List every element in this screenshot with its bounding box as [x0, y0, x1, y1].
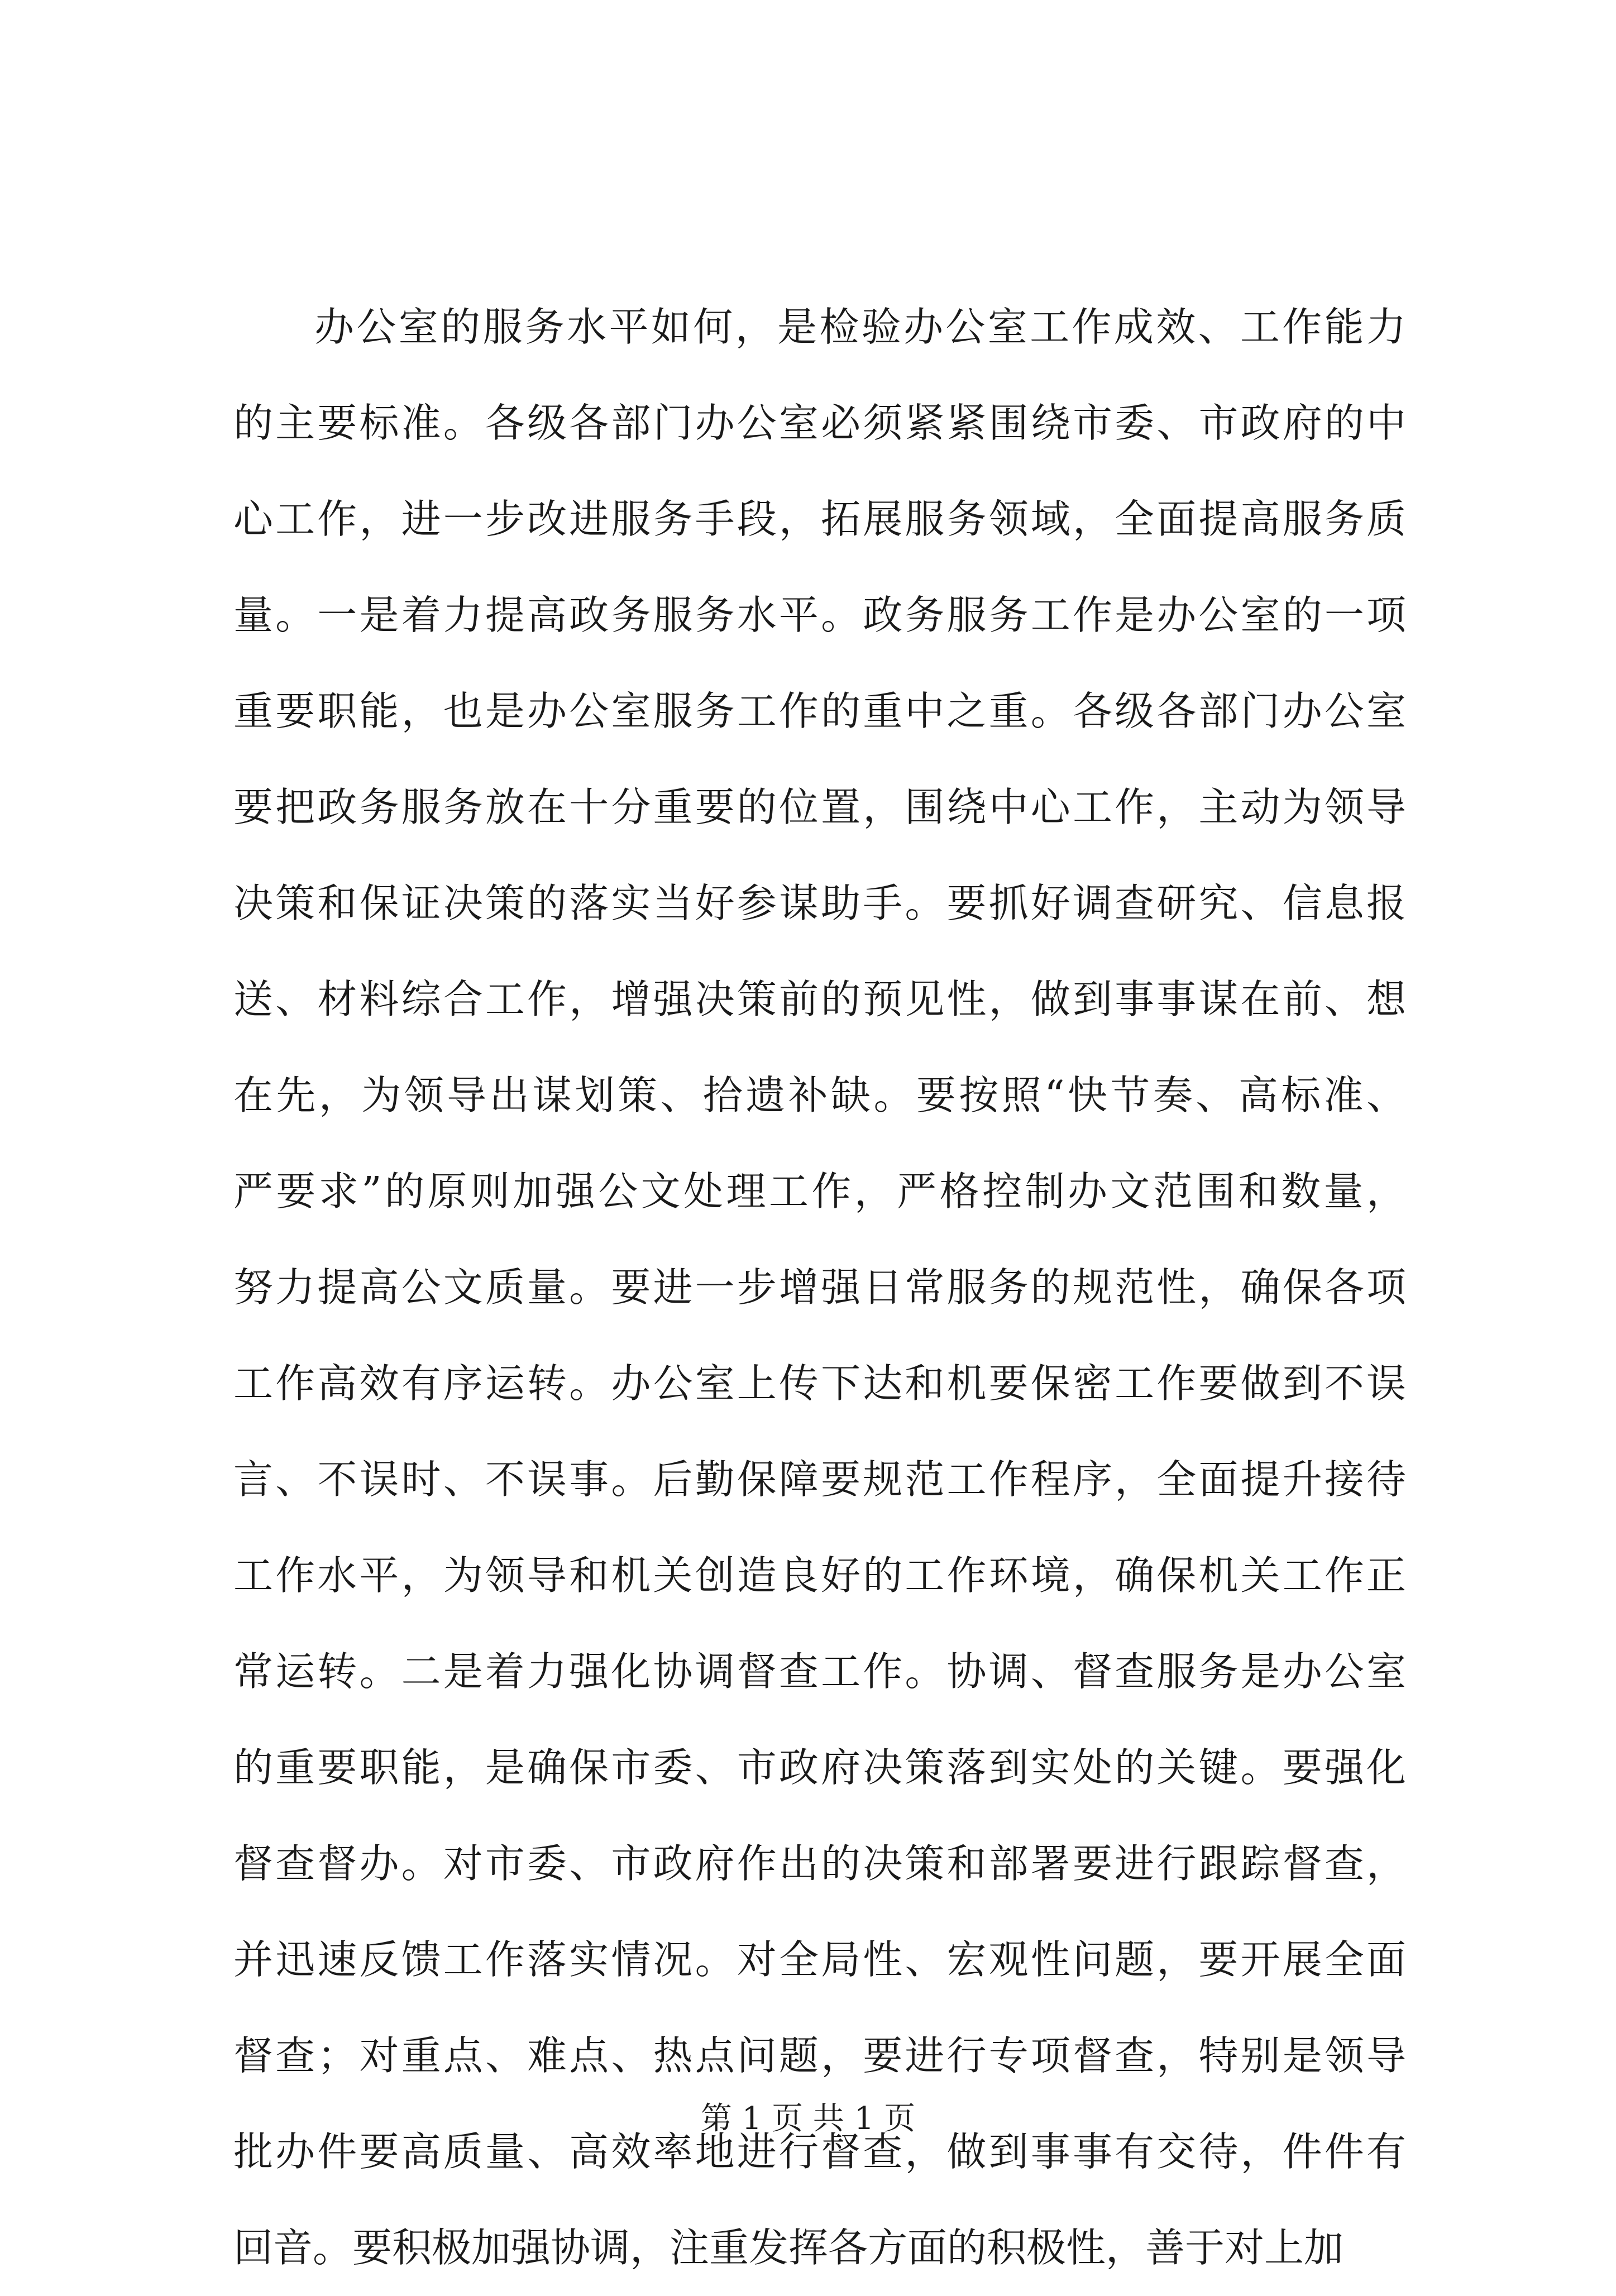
text-line: 在先，为领导出谋划策、拾遗补缺。要按照“快节奏、高标准、 [233, 1072, 1406, 1118]
text-line: 并迅速反馈工作落实情况。对全局性、宏观性问题，要开展全面 [233, 1936, 1406, 1983]
text-line: 的主要标准。各级各部门办公室必须紧紧围绕市委、市政府的中 [233, 400, 1406, 446]
text-line: 决策和保证决策的落实当好参谋助手。要抓好调查研究、信息报 [233, 880, 1406, 926]
text-line: 要把政务服务放在十分重要的位置，围绕中心工作，主动为领导 [233, 784, 1406, 830]
text-line: 量。一是着力提高政务服务水平。政务服务工作是办公室的一项 [233, 592, 1406, 638]
text-line: 工作高效有序运转。办公室上传下达和机要保密工作要做到不误 [233, 1360, 1406, 1407]
text-line: 心工作，进一步改进服务手段，拓展服务领域，全面提高服务质 [233, 496, 1406, 542]
text-line: 工作水平，为领导和机关创造良好的工作环境，确保机关工作正 [233, 1552, 1406, 1599]
text-line: 送、材料综合工作，增强决策前的预见性，做到事事谋在前、想 [233, 976, 1406, 1022]
text-line: 督查督办。对市委、市政府作出的决策和部署要进行跟踪督查， [233, 1840, 1406, 1887]
page-number-label: 第 1 页 共 1 页 [700, 2101, 916, 2137]
text-line: 回音。要积极加强协调，注重发挥各方面的积极性，善于对上加 [233, 2225, 1344, 2271]
text-line: 重要职能，也是办公室服务工作的重中之重。各级各部门办公室 [233, 688, 1406, 734]
text-line: 努力提高公文质量。要进一步增强日常服务的规范性，确保各项 [233, 1264, 1406, 1310]
text-line: 言、不误时、不误事。后勤保障要规范工作程序，全面提升接待 [233, 1456, 1406, 1503]
page-footer [0, 2094, 1616, 2139]
body-paragraph [233, 279, 1406, 2296]
text-line: 办公室的服务水平如何，是检验办公室工作成效、工作能力 [314, 304, 1406, 350]
text-line: 批办件要高质量、高效率地进行督查，做到事事有交待，件件有 [233, 2128, 1406, 2175]
text-line: 督查；对重点、难点、热点问题，要进行专项督查，特别是领导 [233, 2032, 1406, 2079]
text-line: 严要求”的原则加强公文处理工作，严格控制办文范围和数量， [233, 1168, 1406, 1214]
text-line: 的重要职能，是确保市委、市政府决策落到实处的关键。要强化 [233, 1744, 1406, 1791]
text-line: 常运转。二是着力强化协调督查工作。协调、督查服务是办公室 [233, 1648, 1406, 1695]
